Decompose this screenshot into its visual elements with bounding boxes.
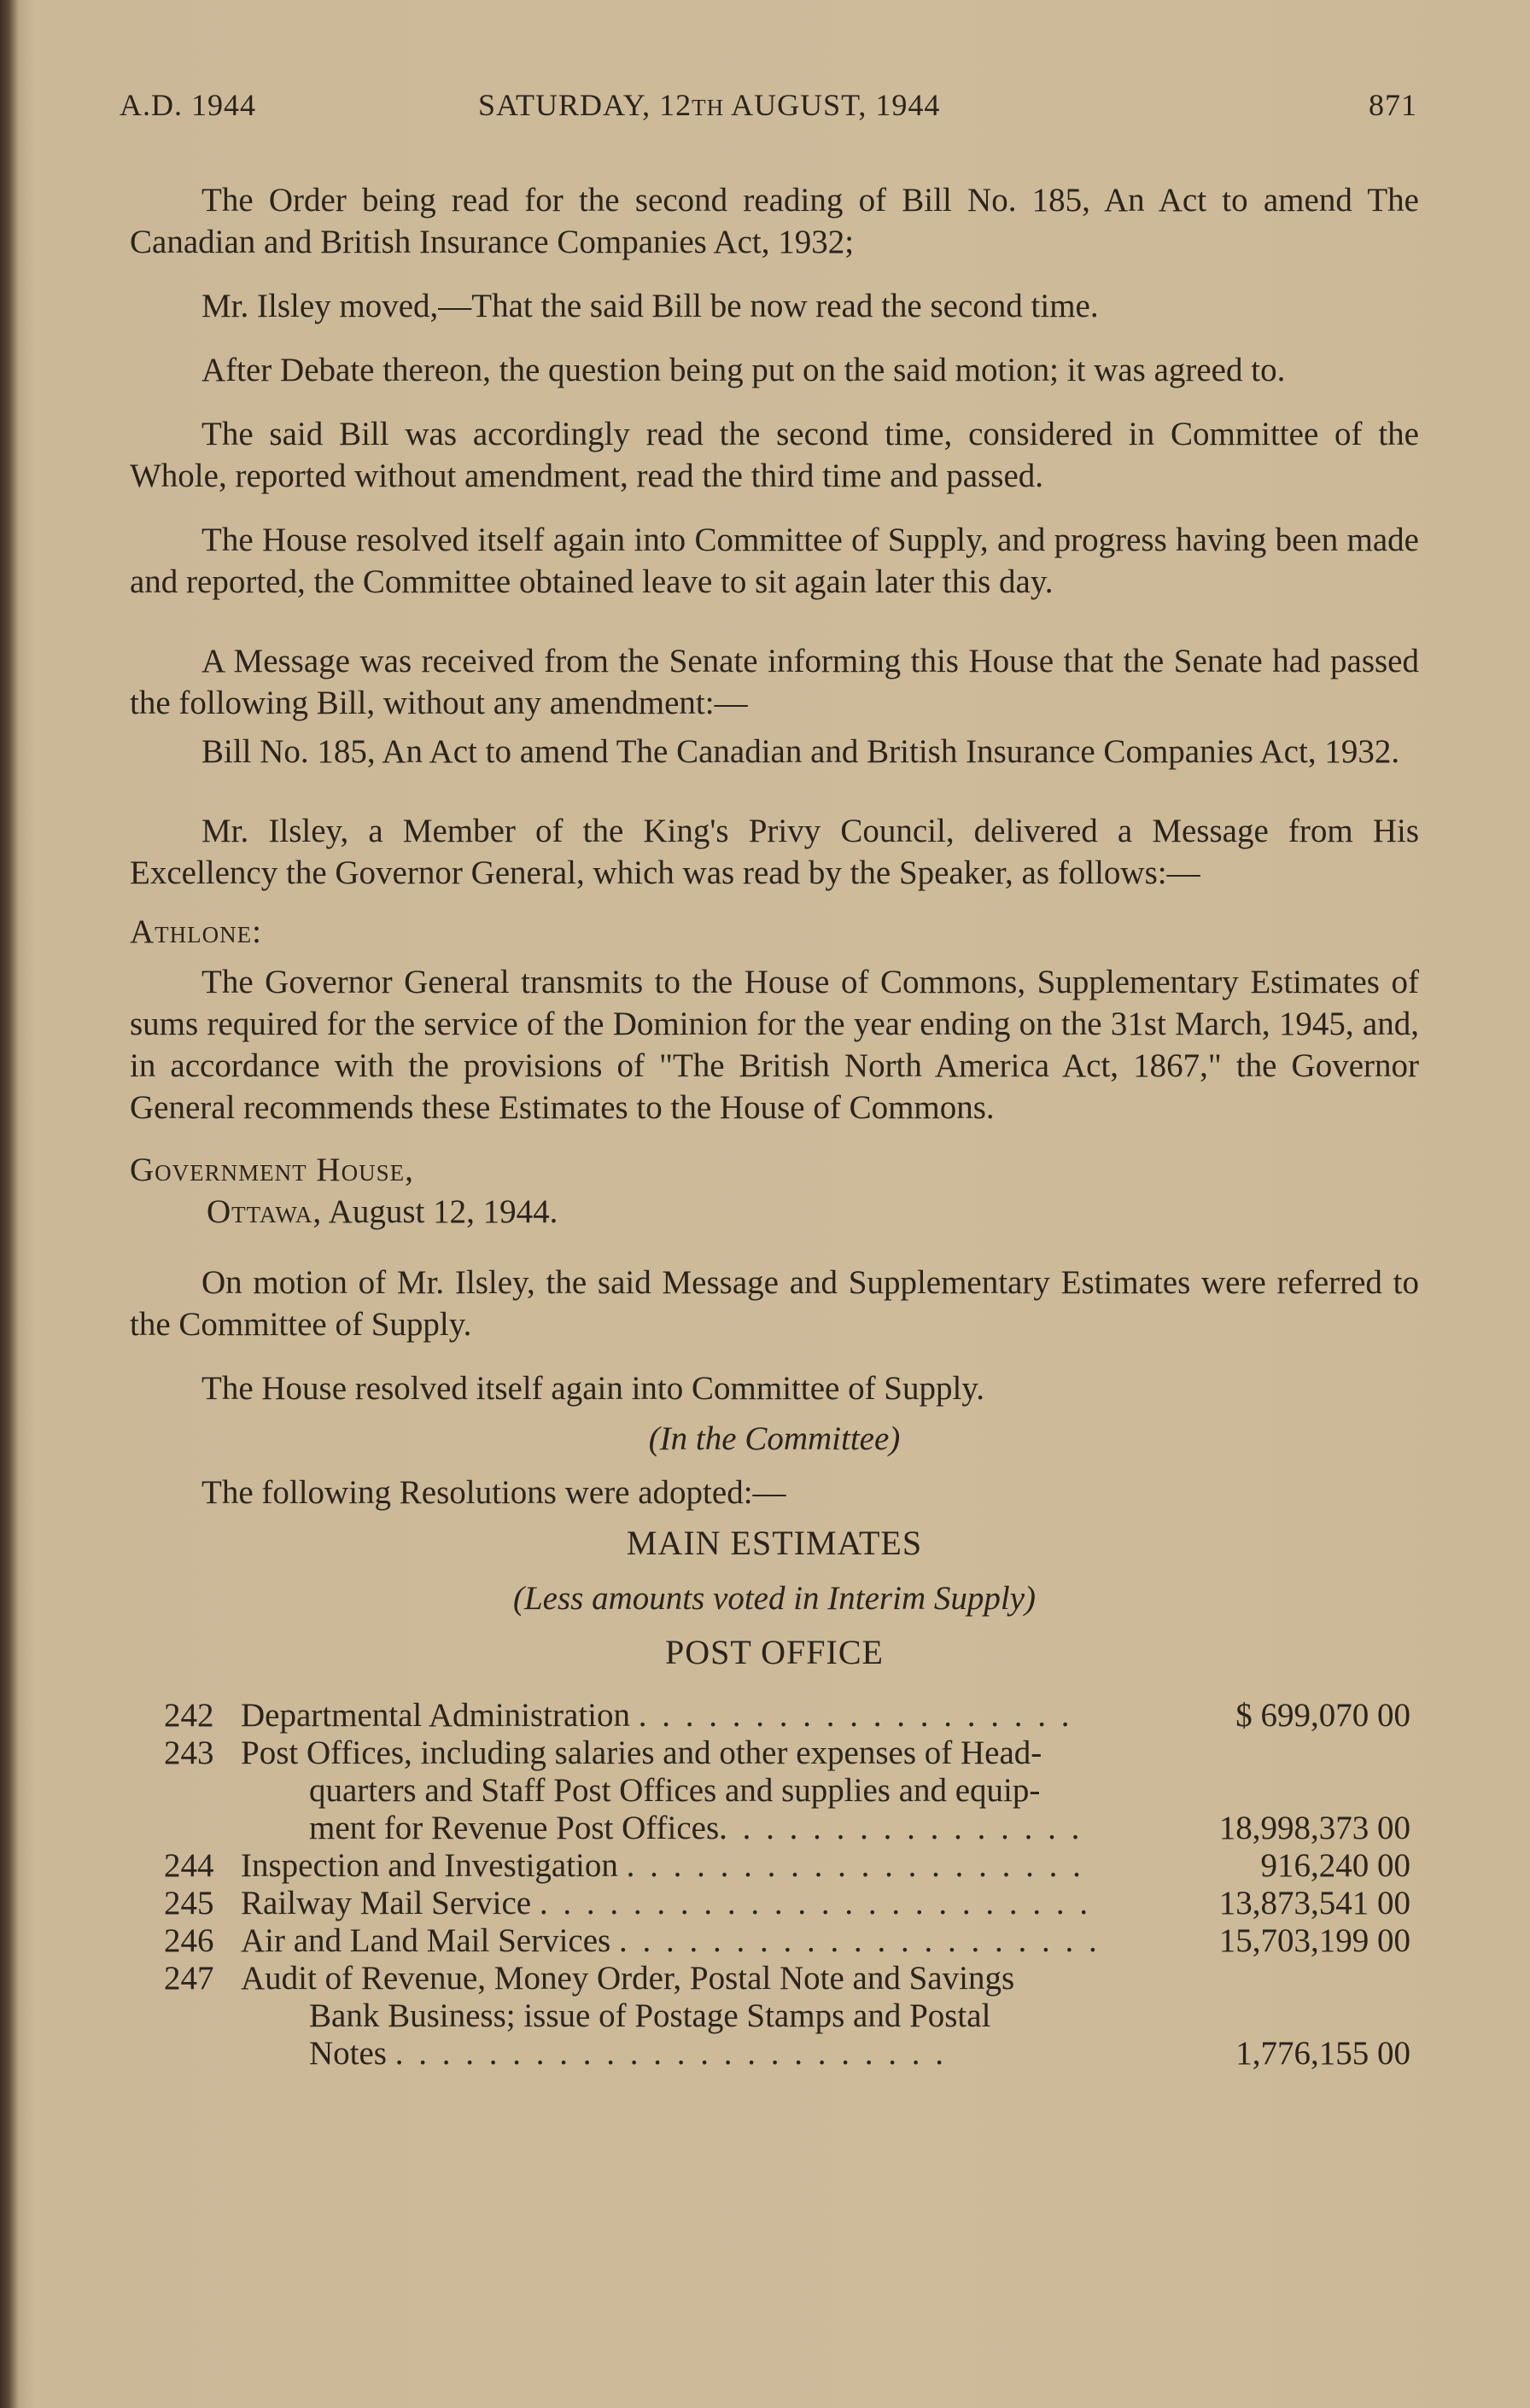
vote-description-cont: ment for Revenue Post Offices. . . . . . . . . . . . . . . . (309, 1810, 1083, 1846)
estimate-item (130, 1847, 1410, 1885)
page-body (130, 179, 1419, 2073)
estimate-item (130, 1922, 1410, 1960)
paragraph: Bill No. 185, An Act to amend The Canadian and British Insurance Companies Act, 1932. (201, 733, 1400, 770)
vote-amount: 1,776,155 00 (1235, 2035, 1410, 2072)
vote-amount: 916,240 00 (1260, 1847, 1410, 1884)
vote-number: 246 (164, 1922, 214, 1959)
vote-description-cont: quarters and Staff Post Offices and supplies and equip- (309, 1772, 1041, 1809)
leader-dots: . . . . . . . . . . . . . . . . . . . (638, 1697, 1073, 1734)
paragraph: The said Bill was accordingly read the second time, considered in Committee of the Whole, reported without amendment, read the third time and passed. (130, 416, 1419, 494)
paragraph: After Debate thereon, the question being put on the said motion; it was agreed to. (201, 352, 1286, 388)
estimate-item (130, 1885, 1410, 1922)
vote-amount: 15,703,199 00 (1218, 1922, 1410, 1959)
post-office-heading: POST OFFICE (665, 1633, 884, 1671)
estimate-item (130, 1960, 1410, 2073)
address-line1: Government House, (130, 1152, 414, 1188)
message-text: The Governor General transmits to the House of Commons, Supplementary Estimates of sums required for the service of the Dominion for the year ending on the 31st March, 1945, and, in accordance with the provisions of "The British North America Act, 1867," the Governor General recommends these Estimates to the House of Commons. (130, 964, 1419, 1126)
resolutions-intro: The following Resolutions were adopted:— (201, 1474, 786, 1511)
leader-dots: . . . . . . . . . . . . . . . . . . . . . (618, 1922, 1101, 1959)
vote-amount: 13,873,541 00 (1218, 1885, 1410, 1921)
page-header (120, 87, 1417, 130)
vote-description: Inspection and Investigation (241, 1847, 618, 1884)
vote-description-cont: Bank Business; issue of Postage Stamps and Postal (309, 1997, 991, 2034)
vote-amount: 18,998,373 00 (1218, 1810, 1410, 1846)
vote-description: Post Offices, including salaries and other expenses of Head- (241, 1735, 1042, 1771)
estimates-list (130, 1697, 1410, 2073)
header-date: SATURDAY, 12TH AUGUST, 1944 (478, 88, 941, 122)
vote-amount: $ 699,070 00 (1235, 1697, 1410, 1734)
header-year: A.D. 1944 (120, 88, 256, 122)
vote-description: Departmental Administration (241, 1697, 630, 1734)
leader-dots: . . . . . . . . . . . . . . . . . . . . (626, 1847, 1084, 1884)
in-committee: (In the Committee) (648, 1420, 901, 1457)
main-estimates-heading: MAIN ESTIMATES (626, 1524, 923, 1562)
vote-description: Railway Mail Service (241, 1885, 532, 1921)
estimate-item (130, 1697, 1410, 1735)
paragraph: Mr. Ilsley moved,—That the said Bill be now read the second time. (201, 288, 1099, 324)
vote-description: Air and Land Mail Services (241, 1922, 611, 1959)
vote-number: 242 (164, 1697, 214, 1734)
vote-number: 245 (164, 1885, 214, 1921)
paragraph: The House resolved itself again into Committee of Supply, and progress having been made and reported, the Committee obtained leave to sit again later this day. (130, 522, 1419, 600)
estimate-item (130, 1735, 1410, 1847)
page-number: 871 (1369, 88, 1417, 122)
signature: Athlone: (130, 913, 262, 950)
vote-number: 243 (164, 1735, 214, 1771)
interim-supply-subheading: (Less amounts voted in Interim Supply) (512, 1580, 1036, 1617)
address-line2: Ottawa, August 12, 1944. (207, 1193, 558, 1230)
vote-description: Audit of Revenue, Money Order, Postal Note and Savings (241, 1960, 1015, 1997)
paragraph: Mr. Ilsley, a Member of the King's Privy Council, delivered a Message from His Excellency the Governor General, which was read by the Speaker, as follows:— (130, 813, 1419, 891)
vote-description-cont: Notes . . . . . . . . . . . . . . . . . . . . . . . . (309, 2035, 947, 2072)
paragraph: The Order being read for the second reading of Bill No. 185, An Act to amend The Canadian and British Insurance Companies Act, 1932; (130, 182, 1419, 260)
paragraph: On motion of Mr. Ilsley, the said Message and Supplementary Estimates were referred to the Committee of Supply. (130, 1264, 1419, 1343)
vote-number: 247 (164, 1960, 214, 1997)
vote-number: 244 (164, 1847, 214, 1884)
leader-dots: . . . . . . . . . . . . . . . . . . . . . . . . (539, 1885, 1092, 1921)
paragraph: A Message was received from the Senate informing this House that the Senate had passed the following Bill, without any amendment:— (130, 643, 1419, 721)
paragraph: The House resolved itself again into Committee of Supply. (201, 1370, 985, 1407)
